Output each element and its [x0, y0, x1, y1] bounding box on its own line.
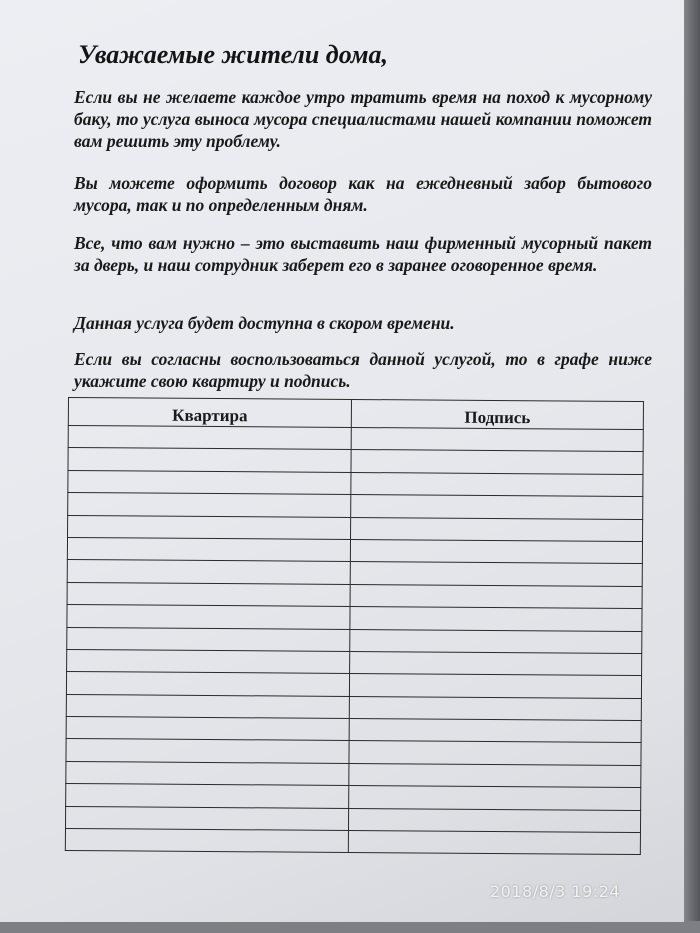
- notice-heading: Уважаемые жители дома,: [78, 40, 389, 69]
- apartment-cell[interactable]: [68, 493, 351, 517]
- column-header-apartment: Квартира: [68, 398, 351, 428]
- apartment-cell[interactable]: [66, 717, 349, 741]
- signature-cell[interactable]: [350, 629, 642, 653]
- signature-cell[interactable]: [348, 808, 640, 832]
- signature-cell[interactable]: [349, 696, 641, 720]
- notice-paragraph-1: Если вы не желаете каждое утро тратить время на поход к мусорному баку, то услуга выноса мусора специалистами нашей компании поможет вам решить эту проблему.: [74, 87, 652, 151]
- apartment-cell[interactable]: [67, 560, 350, 584]
- apartment-cell[interactable]: [66, 761, 349, 785]
- signature-cell[interactable]: [349, 786, 641, 810]
- apartment-cell[interactable]: [65, 806, 348, 830]
- signature-cell[interactable]: [350, 539, 642, 563]
- apartment-cell[interactable]: [66, 739, 349, 763]
- signature-cell[interactable]: [350, 562, 642, 586]
- signature-cell[interactable]: [349, 741, 641, 765]
- signature-cell[interactable]: [349, 763, 641, 787]
- background-floor: [0, 921, 700, 933]
- photo-timestamp: 2018/8/3 19:24: [490, 882, 621, 901]
- apartment-cell[interactable]: [66, 672, 349, 696]
- column-header-signature: Подпись: [351, 399, 643, 429]
- apartment-cell[interactable]: [68, 448, 351, 472]
- signature-cell[interactable]: [351, 427, 643, 451]
- notice-paragraph-2: Вы можете оформить договор как на ежедневный забор бытового мусора, так и по определенным дням.: [74, 173, 652, 215]
- signature-cell[interactable]: [350, 607, 642, 631]
- signature-cell[interactable]: [349, 719, 641, 743]
- apartment-cell[interactable]: [68, 515, 351, 539]
- apartment-cell[interactable]: [67, 537, 350, 561]
- apartment-cell[interactable]: [66, 694, 349, 718]
- signature-cell[interactable]: [349, 674, 641, 698]
- notice-paragraph-3: Все, что вам нужно – это выставить наш фирменный мусорный пакет за дверь, и наш сотрудник заберет его в заранее оговоренное время.: [74, 233, 652, 275]
- signup-table-body: [65, 426, 643, 855]
- signature-cell[interactable]: [348, 830, 640, 854]
- apartment-cell[interactable]: [67, 605, 350, 629]
- signature-cell[interactable]: [351, 450, 643, 474]
- apartment-cell[interactable]: [68, 426, 351, 450]
- table-row: [65, 829, 640, 855]
- signup-table-header-row: [68, 398, 643, 430]
- signature-cell[interactable]: [351, 495, 643, 519]
- signature-cell[interactable]: [351, 472, 643, 496]
- signature-cell[interactable]: [350, 651, 642, 675]
- signature-cell[interactable]: [351, 517, 643, 541]
- apartment-cell[interactable]: [67, 582, 350, 606]
- notice-paragraph-5: Если вы согласны воспользоваться данной услугой, то в графе ниже укажите свою квартиру и подпись.: [74, 349, 652, 391]
- apartment-cell[interactable]: [67, 627, 350, 651]
- signature-cell[interactable]: [350, 584, 642, 608]
- apartment-cell[interactable]: [66, 784, 349, 808]
- apartment-cell[interactable]: [65, 829, 348, 853]
- apartment-cell[interactable]: [68, 470, 351, 494]
- apartment-cell[interactable]: [67, 649, 350, 673]
- signup-table: [65, 397, 644, 855]
- notice-paragraph-4: Данная услуга будет доступна в скором времени.: [74, 313, 455, 333]
